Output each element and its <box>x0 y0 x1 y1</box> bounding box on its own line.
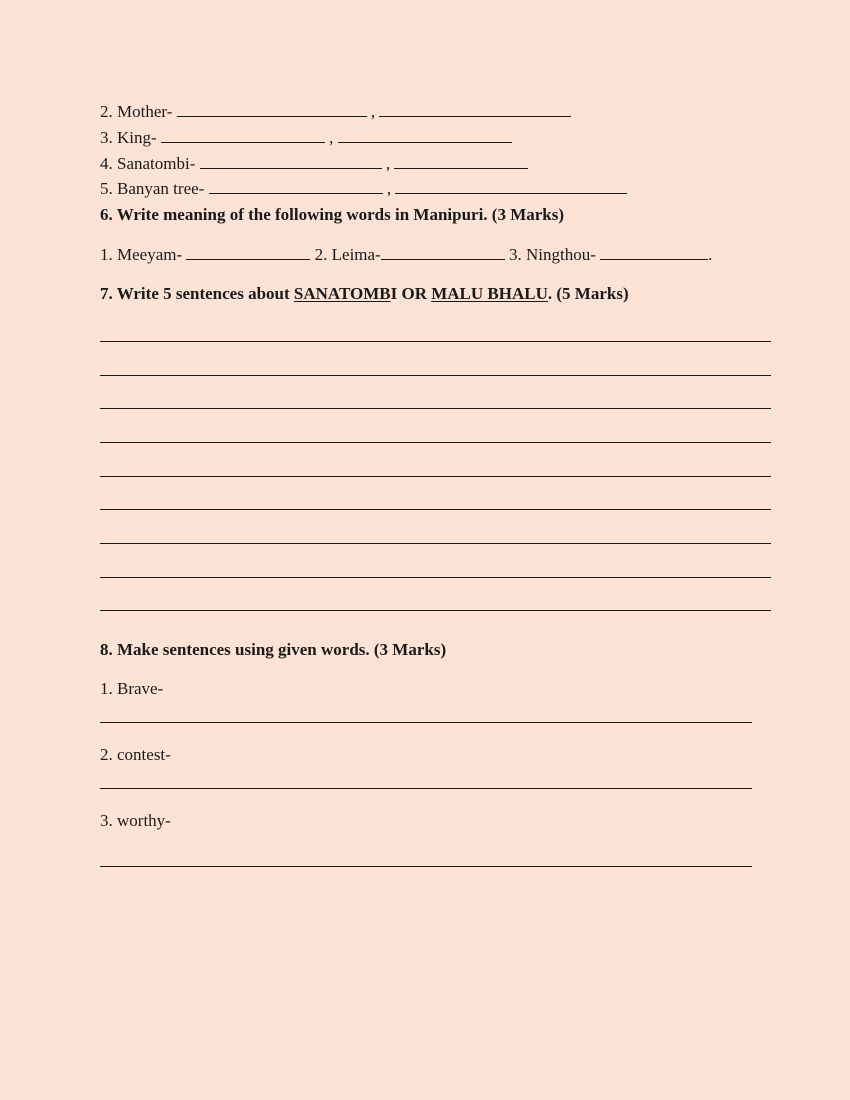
separator: , <box>370 102 376 121</box>
q5-item-banyan-tree <box>100 180 627 197</box>
q6-items <box>100 246 712 263</box>
writing-line[interactable] <box>100 722 752 723</box>
q6-item-meeyam: 1. Meeyam- <box>100 245 183 264</box>
q5-item-mother <box>100 103 571 120</box>
q8-item-worthy: 3. worthy- <box>100 811 171 830</box>
answer-blank[interactable] <box>379 103 571 117</box>
q8-heading: 8. Make sentences using given words. (3 Marks) <box>100 640 447 659</box>
separator: , <box>329 128 334 147</box>
writing-line[interactable] <box>100 866 752 867</box>
answer-blank[interactable] <box>600 246 708 260</box>
answer-blank[interactable] <box>395 180 627 194</box>
separator: , <box>385 154 391 173</box>
writing-line[interactable] <box>100 788 752 789</box>
q5-item-king <box>100 129 512 146</box>
q6-heading: 6. Write meaning of the following words in Manipuri. (3 Marks) <box>100 205 565 224</box>
q5-item-label: 5. Banyan tree- <box>100 179 205 198</box>
q6-item-ningthou: 3. Ningthou- <box>508 245 596 264</box>
q5-item-label: 4. Sanatombi- <box>100 154 196 173</box>
q8-item-contest: 2. contest- <box>100 745 171 764</box>
topic-sanatombi: SANATOMB <box>293 284 391 303</box>
answer-blank[interactable] <box>177 103 367 117</box>
q5-item-label: 3. King- <box>100 128 157 147</box>
q6-item-leima: 2. Leima- <box>314 245 381 264</box>
separator: , <box>386 179 392 198</box>
answer-blank[interactable] <box>200 155 382 169</box>
q7-suffix: . (5 Marks) <box>547 284 629 303</box>
answer-blank[interactable] <box>186 246 310 260</box>
writing-line[interactable] <box>100 408 771 409</box>
q8-item-brave: 1. Brave- <box>100 679 164 698</box>
answer-blank[interactable] <box>209 180 383 194</box>
writing-line[interactable] <box>100 442 771 443</box>
writing-line[interactable] <box>100 543 771 544</box>
q7-connector: OR <box>397 284 432 303</box>
answer-blank[interactable] <box>161 129 325 143</box>
answer-blank[interactable] <box>338 129 512 143</box>
q5-item-sanatombi <box>100 155 528 172</box>
writing-line[interactable] <box>100 341 771 342</box>
topic-malu-bhalu: MALU BHALU <box>431 284 548 303</box>
q7-heading <box>100 285 629 302</box>
topic-sanatombi-tail: I <box>390 284 398 303</box>
writing-line[interactable] <box>100 375 771 376</box>
period: . <box>708 245 713 264</box>
answer-blank[interactable] <box>381 246 505 260</box>
writing-line[interactable] <box>100 577 771 578</box>
writing-line[interactable] <box>100 610 771 611</box>
answer-blank[interactable] <box>394 155 528 169</box>
writing-line[interactable] <box>100 476 771 477</box>
writing-line[interactable] <box>100 509 771 510</box>
q5-item-label: 2. Mother- <box>100 102 173 121</box>
q7-prefix: 7. Write 5 sentences about <box>100 284 294 303</box>
